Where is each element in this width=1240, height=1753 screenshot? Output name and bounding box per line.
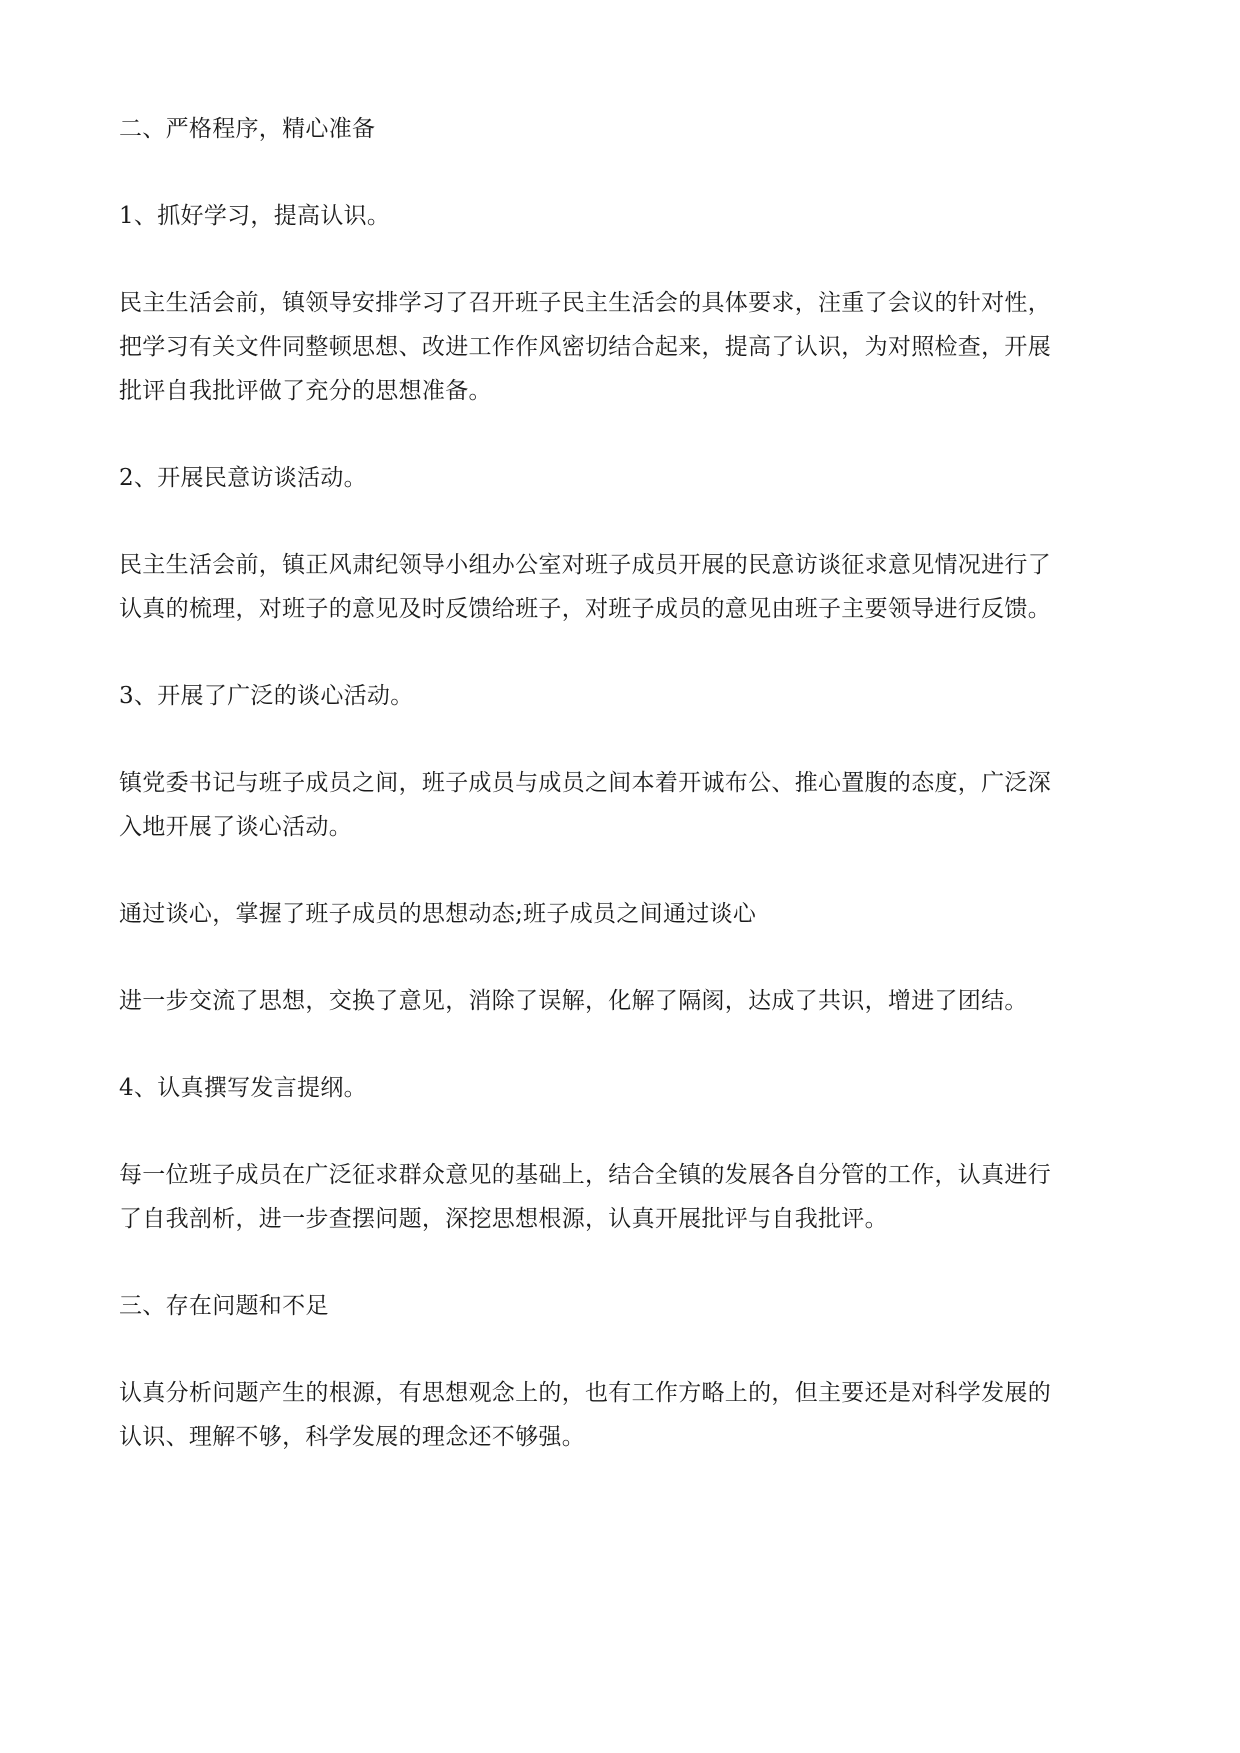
paragraph-line: 认真分析问题产生的根源，有思想观念上的，也有工作方略上的，但主要还是对科学发展的 (119, 1380, 1051, 1406)
paragraph-line: 把学习有关文件同整顿思想、改进工作作风密切结合起来，提高了认识，为对照检查，开展 (119, 334, 1051, 360)
paragraph-line: 每一位班子成员在广泛征求群众意见的基础上，结合全镇的发展各自分管的工作，认真进行 (119, 1162, 1051, 1188)
paragraph-line: 认识、理解不够，科学发展的理念还不够强。 (119, 1424, 585, 1450)
paragraph-line: 批评自我批评做了充分的思想准备。 (119, 378, 492, 404)
paragraph-line: 民主生活会前，镇领导安排学习了召开班子民主生活会的具体要求，注重了会议的针对性， (119, 290, 1051, 316)
paragraph-line: 镇党委书记与班子成员之间，班子成员与成员之间本着开诚布公、推心置腹的态度，广泛深 (119, 770, 1051, 796)
item-heading: 2、开展民意访谈活动。 (119, 465, 367, 491)
section-heading: 三、存在问题和不足 (119, 1293, 329, 1319)
paragraph-line: 了自我剖析，进一步查摆问题，深挖思想根源，认真开展批评与自我批评。 (119, 1206, 888, 1232)
section-heading: 二、严格程序，精心准备 (119, 116, 376, 142)
paragraph-line: 进一步交流了思想，交换了意见，消除了误解，化解了隔阂，达成了共识，增进了团结。 (119, 988, 1028, 1014)
item-heading: 4、认真撰写发言提纲。 (119, 1075, 367, 1101)
paragraph-line: 认真的梳理，对班子的意见及时反馈给班子，对班子成员的意见由班子主要领导进行反馈。 (119, 596, 1051, 622)
paragraph-line: 入地开展了谈心活动。 (119, 814, 352, 840)
paragraph-line: 民主生活会前，镇正风肃纪领导小组办公室对班子成员开展的民意访谈征求意见情况进行了 (119, 552, 1051, 578)
item-heading: 3、开展了广泛的谈心活动。 (119, 683, 414, 709)
paragraph-line: 通过谈心，掌握了班子成员的思想动态;班子成员之间通过谈心 (119, 901, 757, 927)
item-heading: 1、抓好学习，提高认识。 (119, 203, 391, 229)
